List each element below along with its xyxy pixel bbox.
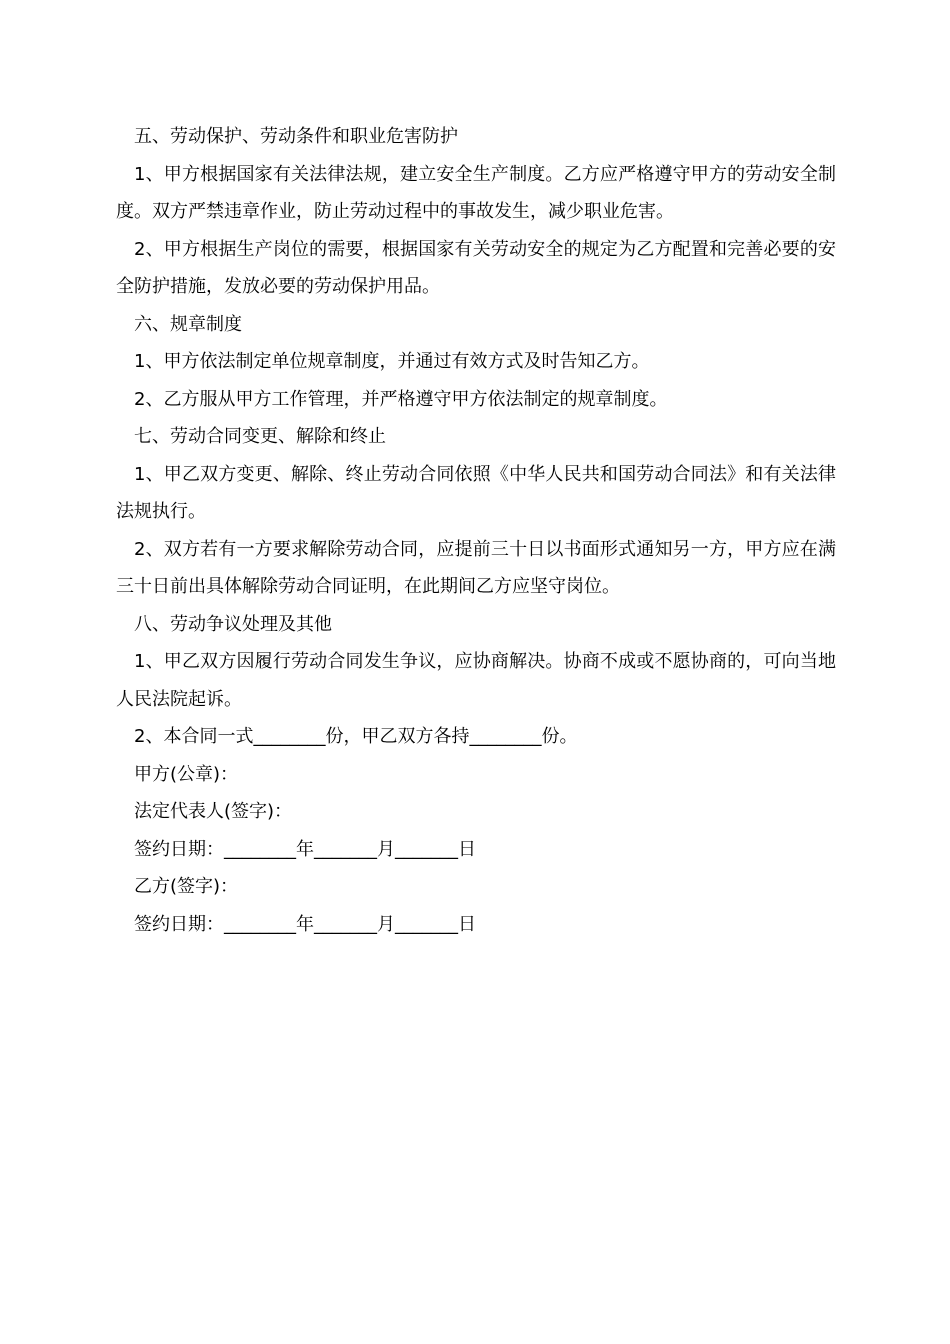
section-heading-8: 八、劳动争议处理及其他 bbox=[134, 613, 332, 635]
section-6-clause-2: 2、乙方服从甲方工作管理，并严格遵守甲方依法制定的规章制度。 bbox=[134, 388, 668, 410]
party-a-seal-line: 甲方(公章)： bbox=[134, 763, 239, 785]
legal-representative-line: 法定代表人(签字)： bbox=[134, 801, 293, 822]
section-8-clause-2: 2、本合同一式________份，甲乙双方各持________份。 bbox=[134, 726, 578, 747]
party-b-signing-date: 签约日期：________年_______月_______日 bbox=[134, 913, 476, 935]
section-7-clause-1: 1、甲乙双方变更、解除、终止劳动合同依照《中华人民共和国劳动合同法》和有关法律法规执行。 bbox=[116, 463, 836, 522]
party-b-signature-line: 乙方(签字)： bbox=[134, 876, 239, 897]
contract-body bbox=[116, 118, 836, 943]
section-heading-6: 六、规章制度 bbox=[134, 313, 242, 335]
section-5-clause-1: 1、甲方根据国家有关法律法规，建立安全生产制度。乙方应严格遵守甲方的劳动安全制度。双方严禁违章作业，防止劳动过程中的事故发生，减少职业危害。 bbox=[116, 163, 836, 222]
section-6-clause-1: 1、甲方依法制定单位规章制度，并通过有效方式及时告知乙方。 bbox=[134, 351, 650, 372]
section-heading-5: 五、劳动保护、劳动条件和职业危害防护 bbox=[134, 126, 458, 147]
party-a-signing-date: 签约日期：________年_______月_______日 bbox=[134, 838, 476, 860]
section-8-clause-1: 1、甲乙双方因履行劳动合同发生争议，应协商解决。协商不成或不愿协商的，可向当地人民法院起诉。 bbox=[116, 651, 836, 710]
section-5-clause-2: 2、甲方根据生产岗位的需要，根据国家有关劳动安全的规定为乙方配置和完善必要的安全防护措施，发放必要的劳动保护用品。 bbox=[116, 238, 836, 297]
section-7-clause-2: 2、双方若有一方要求解除劳动合同，应提前三十日以书面形式通知另一方，甲方应在满三十日前出具体解除劳动合同证明，在此期间乙方应坚守岗位。 bbox=[116, 538, 836, 597]
section-heading-7: 七、劳动合同变更、解除和终止 bbox=[134, 426, 386, 447]
